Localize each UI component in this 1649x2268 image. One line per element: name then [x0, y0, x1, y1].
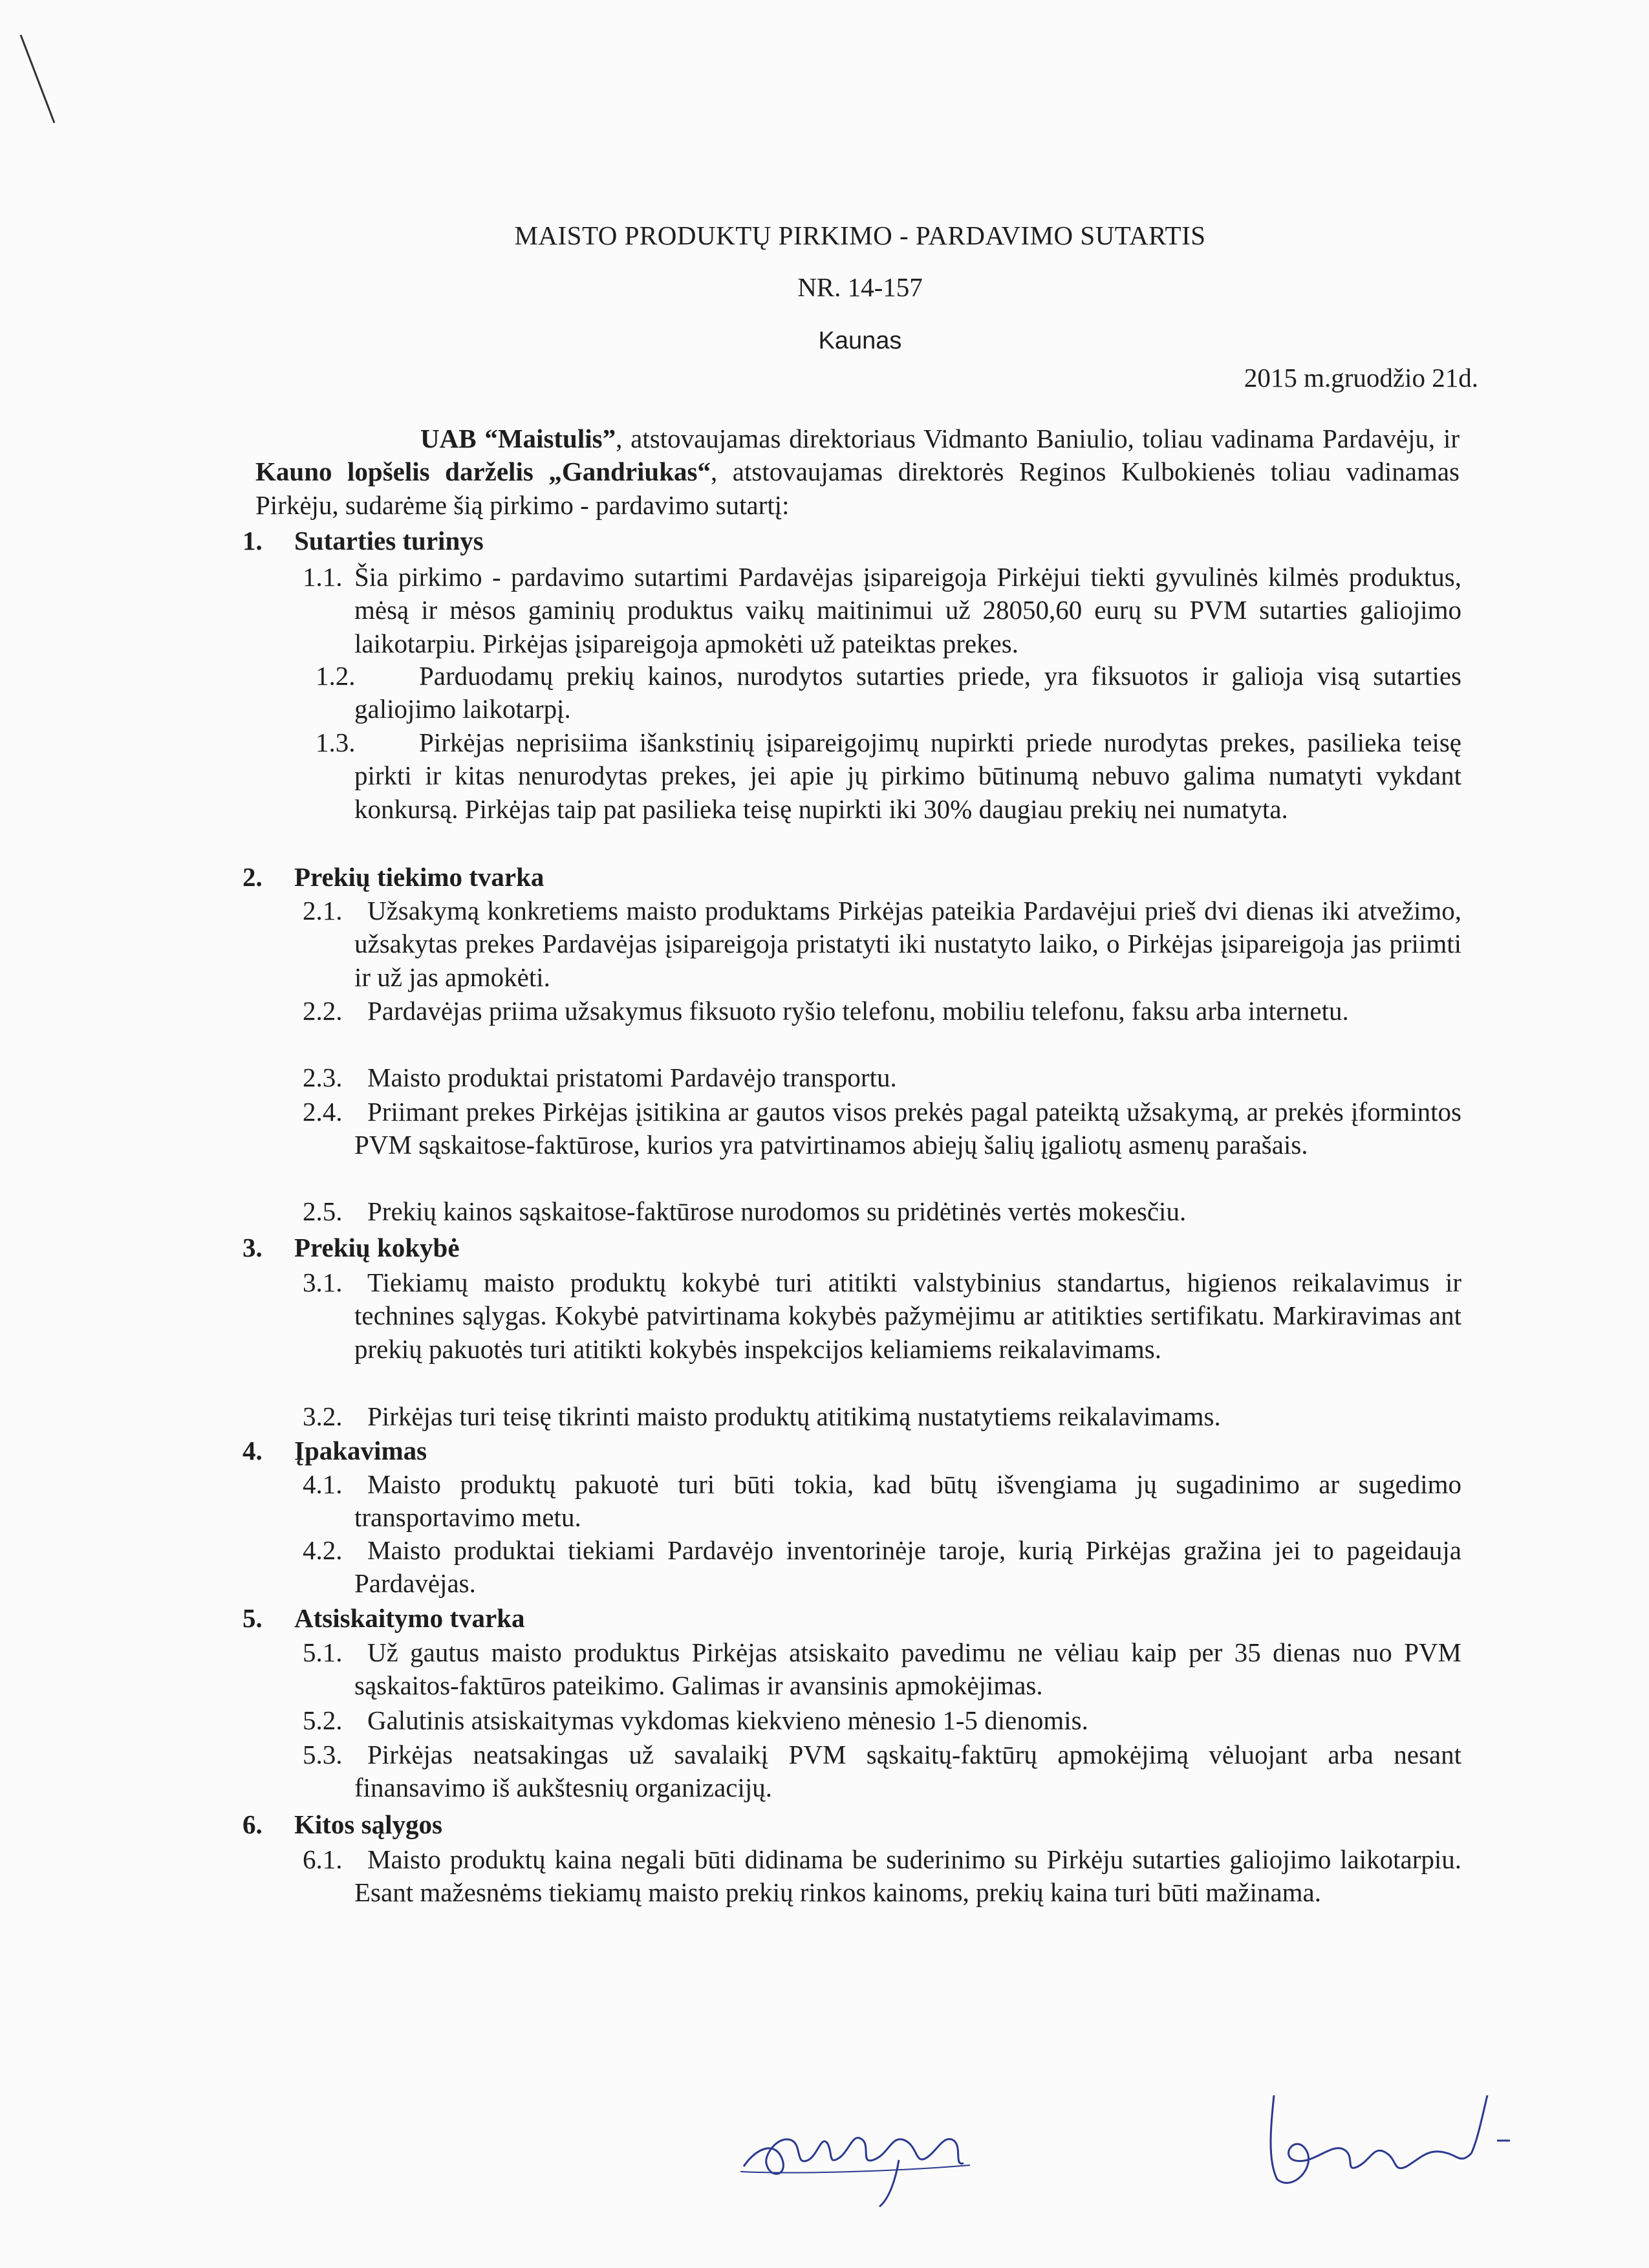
clause-text: Maisto produktai tiekiami Pardavėjo inventorinėje taroje, kurią Pirkėjas gražina jei to pageidauja Pardavėjas.: [354, 1535, 1461, 1599]
clause-text: Už gautus maisto produktus Pirkėjas atsiskaito pavedimu ne vėliau kaip per 35 dienas nuo PVM sąskaitos-faktūros pateikimo. Galimas ir avansinis apmokėjimas.: [354, 1637, 1461, 1701]
clause-number: 2.4.: [303, 1097, 343, 1127]
signature-left: [731, 2095, 989, 2212]
clause-number: 5.3.: [303, 1740, 343, 1769]
section-heading: [242, 1434, 427, 1467]
clause: [303, 1195, 1461, 1228]
clause: [316, 726, 1461, 826]
intro-paragraph: [255, 422, 1460, 522]
clause: [303, 1704, 1461, 1737]
section-number: 1.: [242, 526, 263, 556]
clause-text: Pardavėjas priima užsakymus fiksuoto ryšio telefonu, mobiliu telefonu, faksu arba internetu.: [367, 996, 1349, 1026]
section-number: 6.: [242, 1809, 263, 1839]
clause-text: Parduodamų prekių kainos, nurodytos sutarties priede, yra fiksuotos ir galioja visą sutarties galiojimo laikotarpį.: [354, 661, 1461, 724]
clause-number: 6.1.: [303, 1844, 343, 1874]
clause-text: Pirkėjas turi teisę tikrinti maisto produktų atitikimą nustatytiems reikalavimams.: [367, 1401, 1221, 1431]
section-number: 4.: [242, 1436, 263, 1465]
section-title: Prekių kokybė: [294, 1233, 460, 1262]
clause-text: Prekių kainos sąskaitose-faktūrose nurodomos su pridėtinės vertės mokesčiu.: [367, 1196, 1187, 1226]
clause-text: Priimant prekes Pirkėjas įsitikina ar gautos visos prekės pagal pateiktą užsakymą, ar prekės įformintos PVM sąskaitose-faktūrose, kurios yra patvirtinamos abiejų šalių įgaliotų asmenų parašais.: [354, 1097, 1461, 1160]
clause-number: 4.2.: [303, 1535, 343, 1565]
clause: [303, 1096, 1461, 1162]
clause: [303, 1400, 1461, 1433]
scan-mark: [18, 32, 57, 129]
clause: [303, 1636, 1461, 1703]
contract-city: Kaunas: [818, 327, 902, 354]
clause: [303, 1534, 1461, 1601]
contract-number: NR. 14-157: [797, 272, 923, 302]
clause-text: Tiekiamų maisto produktų kokybė turi atitikti valstybinius standartus, higienos reikalavimus ir technines sąlygas. Kokybė patvirtinama kokybės pažymėjimu ar atitikties sertifikatu. Markiravimas ant prekių pakuotės turi atitikti kokybės inspekcijos keliamiems reikalavimams.: [354, 1268, 1461, 1364]
intro-text-1: , atstovaujamas direktoriaus Vidmanto Baniulio, toliau vadinama Pardavėju, ir: [616, 424, 1460, 453]
clause-number: 4.1.: [303, 1469, 343, 1499]
clause-text: Pirkėjas neprisiima išankstinių įsipareigojimų nupirkti priede nurodytas prekes, pasilieka teisę pirkti ir kitas nenurodytas prekes, jei apie jų pirkimo būtinumą nebuvo galima numatyti vykdant konkursą. Pirkėjas taip pat pasilieka teisę nupirkti iki 30% daugiau prekių nei numatyta.: [354, 728, 1461, 824]
clause: [303, 894, 1461, 994]
clause-text: Šia pirkimo - pardavimo sutartimi Pardavėjas įsipareigoja Pirkėjui tiekti gyvulinės kilmės produktus, mėsą ir mėsos gaminių produktus vaikų maitinimui už 28050,60 eurų su PVM sutarties galiojimo laikotarpiu. Pirkėjas įsipareigoja apmokėti už pateiktas prekes.: [354, 562, 1461, 658]
contract-date: 2015 m.gruodžio 21d.: [1244, 363, 1478, 393]
clause: [316, 660, 1461, 726]
clause-number: 1.3.: [316, 728, 356, 757]
section-title: Kitos sąlygos: [294, 1809, 442, 1839]
clause: [303, 561, 1461, 660]
signature-right: [1255, 2069, 1526, 2199]
section-title: Įpakavimas: [294, 1436, 427, 1465]
section-heading: [242, 860, 544, 894]
clause-text: Maisto produktų pakuotė turi būti tokia, kad būtų išvengiama jų sugadinimo ar sugedimo transportavimo metu.: [354, 1469, 1461, 1533]
clause: [303, 995, 1461, 1028]
clause-text: Galutinis atsiskaitymas vykdomas kiekvieno mėnesio 1-5 dienomis.: [367, 1705, 1088, 1735]
clause-number: 2.5.: [303, 1196, 343, 1226]
section-title: Prekių tiekimo tvarka: [294, 862, 544, 892]
intro-text-2: , atstovaujamas direktorės Reginos Kulbokienės toliau vadinamas Pirkėju, sudarėme šią pirkimo - pardavimo sutartį:: [255, 457, 1460, 520]
clause-text: Maisto produktai pristatomi Pardavėjo transportu.: [367, 1063, 897, 1092]
clause-number: 1.2.: [316, 661, 356, 691]
clause-number: 5.1.: [303, 1637, 343, 1667]
clause-number: 5.2.: [303, 1705, 343, 1735]
clause: [303, 1061, 1461, 1094]
clause-text: Pirkėjas neatsakingas už savalaikį PVM sąskaitų-faktūrų apmokėjimą vėluojant arba nesant finansavimo iš aukštesnių organizacijų.: [354, 1740, 1461, 1803]
clause-number: 3.1.: [303, 1268, 343, 1297]
section-title: Sutarties turinys: [294, 526, 484, 556]
clause-text: Maisto produktų kaina negali būti didinama be suderinimo su Pirkėju sutarties galiojimo laikotarpiu. Esant mažesnėms tiekiamų maisto prekių rinkos kainoms, prekių kaina turi būti mažinama.: [354, 1844, 1461, 1908]
clause: [303, 1468, 1461, 1535]
section-heading: [242, 1808, 442, 1841]
document-title: MAISTO PRODUKTŲ PIRKIMO - PARDAVIMO SUTARTIS: [514, 221, 1206, 250]
clause-text: Užsakymą konkretiems maisto produktams Pirkėjas pateikia Pardavėjui prieš dvi dienas iki atvežimo, užsakytas prekes Pardavėjas įsipareigoja pristatyti iki nustatyto laiko, o Pirkėjas įsipareigoja jas priimti ir už jas apmokėti.: [354, 896, 1461, 992]
clause-number: 2.1.: [303, 896, 343, 925]
section-heading: [242, 524, 484, 557]
section-number: 3.: [242, 1233, 263, 1262]
clause-number: 2.2.: [303, 996, 343, 1026]
section-heading: [242, 1601, 524, 1635]
seller-name: UAB “Maistulis”: [420, 424, 616, 453]
clause: [303, 1738, 1461, 1805]
clause: [303, 1266, 1461, 1366]
buyer-name: Kauno lopšelis darželis „Gandriukas“: [255, 457, 711, 487]
clause-number: 3.2.: [303, 1401, 343, 1431]
section-heading: [242, 1231, 460, 1264]
clause: [303, 1843, 1461, 1910]
section-number: 5.: [242, 1603, 263, 1633]
section-title: Atsiskaitymo tvarka: [294, 1603, 525, 1633]
clause-number: 2.3.: [303, 1063, 343, 1092]
section-number: 2.: [242, 862, 263, 892]
clause-number: 1.1.: [303, 562, 343, 592]
